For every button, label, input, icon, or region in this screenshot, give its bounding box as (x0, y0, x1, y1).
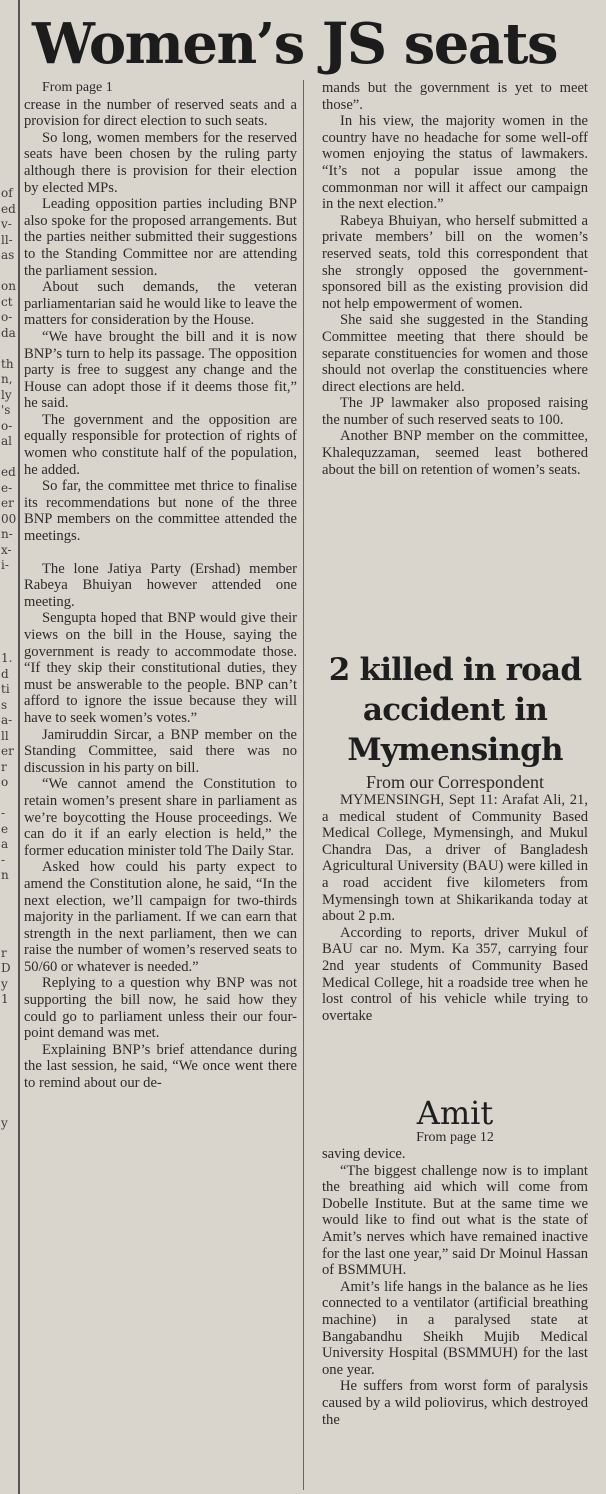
margin-fragment: ll- (1, 232, 13, 247)
margin-fragment: er (1, 744, 14, 758)
paragraph: Rabeya Bhuiyan, who herself submitted a private members’ bill on the women’s reserved seats, told this correspondent that she strongly opposed the government-sponsored bill as the existing provision did not help empowerment of women. (322, 212, 588, 312)
margin-fragment: 00 (1, 511, 17, 526)
margin-fragment: 1 (1, 992, 9, 1006)
margin-fragment (0, 1194, 18, 1210)
margin-fragment (0, 264, 18, 280)
margin-fragment (0, 171, 18, 187)
margin-fragment: ll (1, 728, 9, 743)
margin-fragment (0, 636, 18, 652)
margin-fragment: e- (1, 480, 13, 495)
paragraph: “We cannot amend the Constitution to retain women’s present share in parliament as we’re boycotting the House proceedings. We can do it if an early election is held,” the former education minister told The Daily Star. (24, 776, 297, 859)
margin-fragment (0, 124, 18, 140)
margin-fragment: y (1, 976, 8, 991)
margin-fragment (0, 93, 18, 109)
margin-fragment: n (1, 868, 9, 882)
paragraph: Explaining BNP’s brief attendance during the last session, he said, “We once went there to remind about our de- (24, 1041, 297, 1092)
paragraph: Amit’s life hangs in the balance as he lies connected to a ventilator (artificial breathing machine) in a paralysed state at Bangabandhu Sheikh Mujib Medical University Hospital (BSMMUH) for the last one year. (322, 1278, 588, 1378)
margin-fragment (0, 78, 18, 94)
margin-fragment (0, 1256, 18, 1272)
paragraph: Sengupta hoped that BNP would give their views on the bill in the House, saying the government is ready to accommodate those. “If they skip their constitutional duties, they must be answerable to the people. BNP can’t afford to ignore the issue because they will have to seek women’s votes.” (24, 610, 297, 726)
margin-fragment: o- (1, 310, 13, 324)
paragraph: Another BNP member on the committee, Khalequzzaman, seemed least bothered about the bill on retention of women’s seats. (322, 428, 588, 478)
margin-fragment (0, 1085, 18, 1101)
margin-fragment (0, 0, 18, 16)
road-accident-headline: 2 killed in road accident in Mymensingh (328, 652, 582, 768)
road-accident-story (322, 650, 588, 1024)
margin-fragment: ct (1, 294, 13, 309)
margin-fragment (0, 1023, 18, 1039)
margin-fragment: e (1, 821, 9, 836)
paragraph: Leading opposition parties including BNP also spoke for the proposed arrangements. But the parties neither submitted their suggestions to the Standing Committee nor are attending the parliament session. (24, 196, 297, 279)
margin-fragment (0, 899, 18, 915)
paragraph: So far, the committee met thrice to finalise its recommendations but none of the three BNP members on the committee attended the meetings. (24, 478, 297, 545)
margin-fragment: as (1, 248, 15, 262)
paragraph: He suffers from worst form of paralysis caused by a wild poliovirus, which destroyed the (322, 1378, 588, 1428)
margin-fragment: a- (1, 713, 13, 727)
margin-fragment: D (1, 961, 11, 975)
margin-fragment (0, 47, 18, 63)
paragraph: mands but the government is yet to meet those”. (322, 80, 588, 113)
margin-fragment (0, 450, 18, 466)
margin-fragment: r (1, 759, 7, 774)
margin-fragment (0, 574, 18, 590)
margin-fragment: x- (1, 542, 12, 557)
margin-fragment: on (1, 279, 16, 293)
margin-fragment: a (1, 837, 9, 851)
margin-fragment (0, 140, 18, 156)
margin-fragment: y (1, 1116, 8, 1130)
paragraph: “We have brought the bill and it is now BNP’s turn to help its passage. The opposition party is free to suggest any change and the House can adopt those if it deems those fit,” he said. (24, 328, 297, 412)
margin-fragment (0, 31, 18, 47)
margin-fragment: d (1, 666, 9, 681)
margin-fragment: al (1, 434, 12, 448)
margin-fragment (0, 791, 18, 807)
margin-fragment: s (1, 697, 8, 712)
margin-fragment: r (1, 945, 7, 960)
margin-fragment (0, 884, 18, 900)
paragraph: About such demands, the veteran parliamentarian said he would like to leave the matters for consideration by the House. (24, 279, 297, 329)
margin-fragment (0, 1008, 18, 1024)
margin-fragment: ed (1, 201, 16, 216)
paragraph: MYMENSINGH, Sept 11: Arafat Ali, 21, a medical student of Community Based Medical College, Mymensingh, and Mukul Chandra Das, a driver of Bangladesh Agricultural University (BAU) were killed in a road accident five kilometers from Mymensingh town at Shikarikanda today at about 2 p.m. (322, 792, 588, 925)
margin-fragment (0, 915, 18, 931)
margin-fragment: n, (1, 372, 13, 386)
margin-fragment (0, 1178, 18, 1194)
margin-fragment (0, 109, 18, 125)
adjacent-column-fragments (0, 0, 20, 1494)
margin-fragment (0, 1054, 18, 1070)
margin-fragment (0, 1240, 18, 1256)
margin-fragment: da (1, 325, 16, 340)
paragraph: The government and the opposition are equally responsible for protection of rights of women who constitute half of the population, he added. (24, 411, 297, 478)
margin-fragment (0, 930, 18, 946)
margin-fragment (0, 1302, 18, 1318)
margin-fragment (0, 62, 18, 78)
margin-fragment: ti (1, 682, 10, 696)
paragraph: According to reports, driver Mukul of BAU car no. Mym. Ka 357, carrying four 2nd year students of Community Based Medical College, hit a roadside tree when he lost control of his vehicle while trying to overtake (322, 924, 588, 1024)
margin-fragment (0, 1101, 18, 1117)
margin-fragment (0, 341, 18, 357)
margin-fragment (0, 16, 18, 32)
main-headline: Women’s JS seats (32, 11, 558, 77)
margin-fragment (0, 1070, 18, 1086)
paragraph: “The biggest challenge now is to implant the breathing aid which will come from Dobelle Institute. But at the same time we would like to find out what is the state of Amit’s nerves which have remained inactive for the last one year,” said Dr Moinul Hassan of BSMMUH. (322, 1162, 588, 1279)
margin-fragment: of (1, 186, 13, 200)
margin-fragment (0, 1287, 18, 1303)
margin-fragment: v- (1, 217, 12, 231)
margin-fragment (0, 155, 18, 171)
road-accident-byline: From our Correspondent (366, 772, 544, 792)
margin-fragment: i- (1, 558, 9, 572)
paragraph: So long, women members for the reserved seats have been chosen by the ruling party although there is provision for their election by elected MPs. (24, 129, 297, 196)
margin-fragment (0, 1132, 18, 1148)
paragraph: crease in the number of reserved seats and a provision for direct election to such seats. (24, 96, 297, 130)
margin-fragment (0, 620, 18, 636)
margin-fragment (0, 605, 18, 621)
paragraph-gap (24, 545, 297, 561)
margin-fragment: - (1, 806, 6, 820)
margin-fragment: 1. (1, 651, 13, 665)
paragraph: Jamiruddin Sircar, a BNP member on the Standing Committee, said there was no discussion in his party on bill. (24, 726, 297, 776)
margin-fragment: n- (1, 527, 13, 541)
margin-fragment (0, 1147, 18, 1163)
paragraph: She said she suggested in the Standing Committee meeting that there should be separate constituencies for women and those should not overlap the constituencies where direct elections are held. (322, 312, 588, 395)
margin-fragment: - (1, 852, 6, 867)
margin-fragment (0, 1209, 18, 1225)
margin-fragment (0, 1163, 18, 1179)
road-accident-body (322, 792, 588, 1024)
margin-fragment: er (1, 496, 14, 510)
paragraph: Asked how could his party expect to amend the Constitution alone, he said, “In the next election, we’ll campaign for two-thirds majority in the parliament. If we can earn that strength in the next parliament, then we can raise the number of women’s reserved seats to 50/60 or whatever is needed.” (24, 859, 297, 975)
amit-jump-line: From page 12 (416, 1130, 494, 1145)
amit-headline: Amit (416, 1094, 494, 1132)
paragraph: The lone Jatiya Party (Ershad) member Rabeya Bhuiyan however attended one meeting. (24, 560, 297, 610)
main-story-column-2 (322, 80, 588, 478)
margin-fragment: o- (1, 418, 13, 433)
paragraph: Replying to a question why BNP was not supporting the bill now, he said how they could go to parliament unless their our four-point demand was met. (24, 975, 297, 1042)
main-story-column-1 (24, 80, 304, 1490)
amit-story (322, 1096, 588, 1428)
margin-fragment (0, 1225, 18, 1241)
margin-fragment: ed (1, 465, 16, 479)
jump-line: From page 1 (42, 80, 113, 95)
margin-fragment (0, 589, 18, 605)
margin-fragment (0, 1271, 18, 1287)
margin-fragment: 's (1, 403, 11, 417)
margin-fragment (0, 1039, 18, 1055)
margin-fragment: o (1, 775, 9, 789)
paragraph: saving device. (322, 1146, 406, 1162)
paragraph: The JP lawmaker also proposed raising the number of such reserved seats to 100. (322, 395, 588, 428)
margin-fragment: th (1, 356, 14, 371)
paragraph: In his view, the majority women in the country have no headache for some well-off women enjoying the status of lawmakers. “It’s not a popular issue among the commonman nor will it affect our campaign in the next election.” (322, 113, 588, 213)
amit-body (322, 1146, 588, 1428)
margin-fragment: ly (1, 387, 12, 402)
